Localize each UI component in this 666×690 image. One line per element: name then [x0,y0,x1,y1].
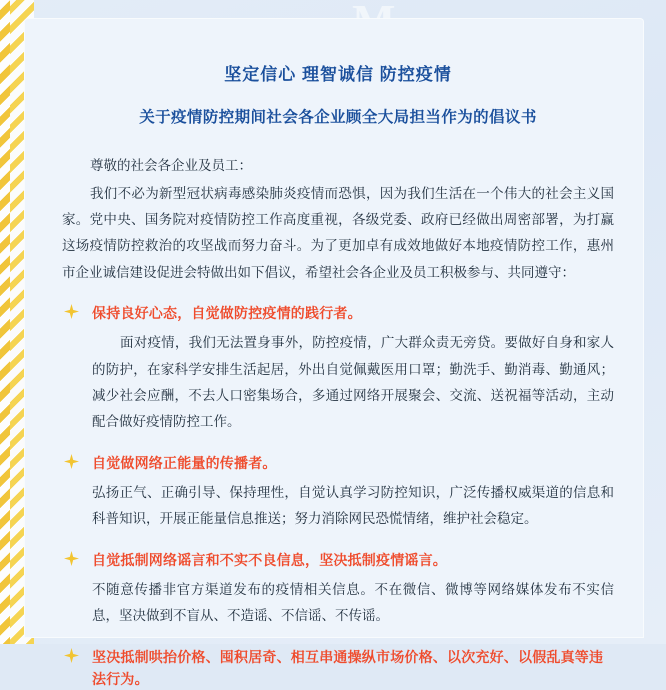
document-card [24,18,644,687]
item-body: 不随意传播非官方渠道发布的疫情相关信息。不在微信、微博等网络媒体发布不实信息，坚决做到不盲从、不造谣、不信谣、不传谣。 [92,581,614,624]
salutation: 尊敬的社会各企业及员工： [90,158,252,173]
list-item [62,646,614,690]
list-item [62,452,614,533]
page-subtitle: 关于疫情防控期间社会各企业顾全大局担当作为的倡议书 [139,109,537,126]
item-heading: 坚决抵制哄抬价格、囤积居奇、相互串通操纵市场价格、以次充好、以假乱真等违法行为。 [92,648,604,687]
item-body: 弘扬正气、正确引导、保持理性，自觉认真学习防控知识，广泛传播权威渠道的信息和科普知识，开展正能量信息推送；努力消除网民恐慌情绪，维护社会稳定。 [92,484,614,527]
diamond-icon [64,304,79,319]
list-item [62,302,614,436]
item-body: 面对疫情，我们无法置身事外，防控疫情，广大群众责无旁贷。要做好自身和家人的防护，在家科学安排生活起居，外出自觉佩戴医用口罩；勤洗手、勤消毒、勤通风；减少社会应酬，不去人口密集场合，多通过网络开展聚会、交流、送祝福等活动，主动配合做好疫情防控工作。 [92,335,614,430]
item-heading: 自觉抵制网络谣言和不实不良信息，坚决抵制疫情谣言。 [92,551,447,568]
item-heading: 保持良好心态，自觉做防控疫情的践行者。 [92,304,362,321]
list-item [62,549,614,630]
page-title: 坚定信心 理智诚信 防控疫情 [224,65,452,84]
diamond-icon [64,551,79,566]
diamond-icon [64,648,79,663]
diamond-icon [64,454,79,469]
document-body [24,18,644,687]
intro-paragraph: 我们不必为新型冠状病毒感染肺炎疫情而恐惧，因为我们生活在一个伟大的社会主义国家。党中央、国务院对疫情防控工作高度重视，各级党委、政府已经做出周密部署，为打赢这场疫情防控救治的攻坚战而努力奋斗。为了更加卓有成效地做好本地疫情防控工作，惠州市企业诚信建设促进会特做出如下倡议，希望社会各企业及员工积极参与、共同遵守： [62,185,614,280]
item-heading: 自觉做网络正能量的传播者。 [92,454,277,471]
